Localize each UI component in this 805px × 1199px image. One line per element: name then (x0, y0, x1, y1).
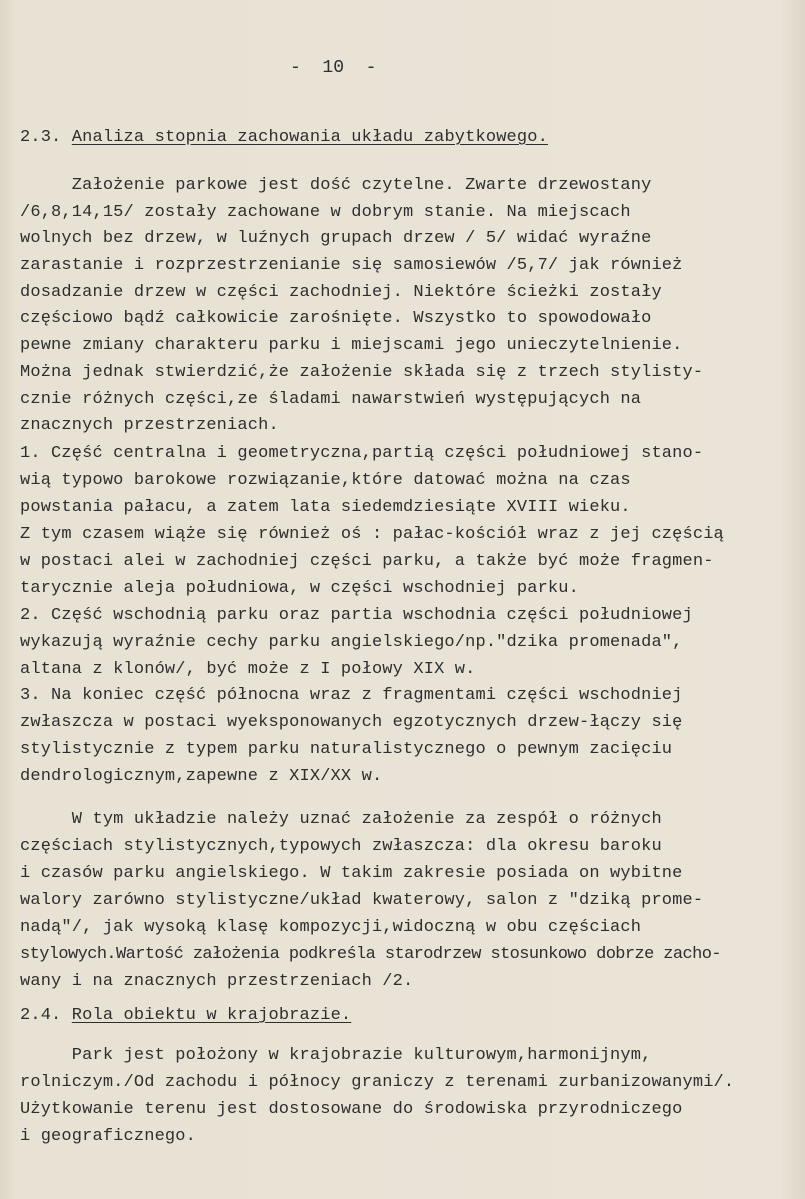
text-line: Park jest położony w krajobrazie kulturowym,harmonijnym, (20, 1046, 652, 1065)
text-line: częściach stylistycznych,typowych zwłaszcza: dla okresu baroku (20, 837, 662, 856)
text-line: 3. Na koniec część północna wraz z fragmentami części wschodniej (20, 686, 683, 705)
text-line: zarastanie i rozprzestrzenianie się samosiewów /5,7/ jak również (20, 256, 683, 275)
text-line: walory zarówno stylistyczne/układ kwaterowy, salon z "dziką prome- (20, 891, 704, 910)
text-line: cznie różnych części,ze śladami nawarstwień występujących na (20, 390, 642, 409)
text-line: częściowo bądź całkowicie zarośnięte. Wszystko to spowodowało (20, 309, 652, 328)
text-line: Można jednak stwierdzić,że założenie składa się z trzech stylisty- (20, 363, 704, 382)
text-line: i czasów parku angielskiego. W takim zakresie posiada on wybitne (20, 864, 683, 883)
text-line: powstania pałacu, a zatem lata siedemdziesiąte XVIII wieku. (20, 498, 631, 517)
text-line: nadą"/, jak wysoką klasę kompozycji,widoczną w obu częściach (20, 918, 642, 937)
section-number: 2.3. (20, 128, 62, 147)
text-line: stylistycznie z typem parku naturalistycznego o pewnym zacięciu (20, 740, 673, 759)
text-line: wolnych bez drzew, w luźnych grupach drzew / 5/ widać wyraźne (20, 229, 652, 248)
text-line: Użytkowanie terenu jest dostosowane do środowiska przyrodniczego (20, 1100, 683, 1119)
text-line: wany i na znacznych przestrzeniach /2. (20, 972, 414, 991)
section-title: Rola obiektu w krajobrazie. (71, 1006, 352, 1025)
page-number: - 10 - (290, 58, 377, 78)
text-line: altana z klonów/, być może z I połowy XIX w. (20, 660, 476, 679)
text-line: rolniczym./Od zachodu i północy graniczy z terenami zurbanizowanymi/. (20, 1073, 735, 1092)
section-number: 2.4. (20, 1006, 62, 1025)
text-line: dosadzanie drzew w części zachodniej. Niektóre ścieżki zostały (20, 283, 662, 302)
text-line: pewne zmiany charakteru parku i miejscami jego unieczytelnienie. (20, 336, 683, 355)
text-line: /6,8,14,15/ zostały zachowane w dobrym stanie. Na miejscach (20, 203, 631, 222)
text-line: 1. Część centralna i geometryczna,partią części południowej stano- (20, 444, 704, 463)
text-line: znacznych przestrzeniach. (20, 416, 279, 435)
text-line: tarycznie aleja południowa, w części wschodniej parku. (20, 579, 579, 598)
section-heading-2-3 (20, 128, 548, 148)
section-heading-2-4 (20, 1006, 351, 1026)
text-line: i geograficznego. (20, 1127, 196, 1146)
text-line: W tym układzie należy uznać założenie za zespół o różnych (20, 810, 662, 829)
text-line: w postaci alei w zachodniej części parku, a także być może fragmen- (20, 552, 714, 571)
text-line: stylowych.Wartość założenia podkreśla starodrzew stosunkowo dobrze zacho- (20, 945, 721, 964)
text-line: wią typowo barokowe rozwiązanie,które datować można na czas (20, 471, 631, 490)
section-title: Analiza stopnia zachowania układu zabytkowego. (71, 128, 548, 147)
text-line: zwłaszcza w postaci wyeksponowanych egzotycznych drzew-łączy się (20, 713, 683, 732)
text-line: Założenie parkowe jest dość czytelne. Zwarte drzewostany (20, 176, 652, 195)
text-line: 2. Część wschodnią parku oraz partia wschodnia części południowej (20, 606, 693, 625)
text-line: wykazują wyraźnie cechy parku angielskiego/np."dzika promenada", (20, 633, 683, 652)
text-line: Z tym czasem wiąże się również oś : pałac-kościół wraz z jej częścią (20, 525, 724, 544)
text-line: dendrologicznym,zapewne z XIX/XX w. (20, 767, 383, 786)
